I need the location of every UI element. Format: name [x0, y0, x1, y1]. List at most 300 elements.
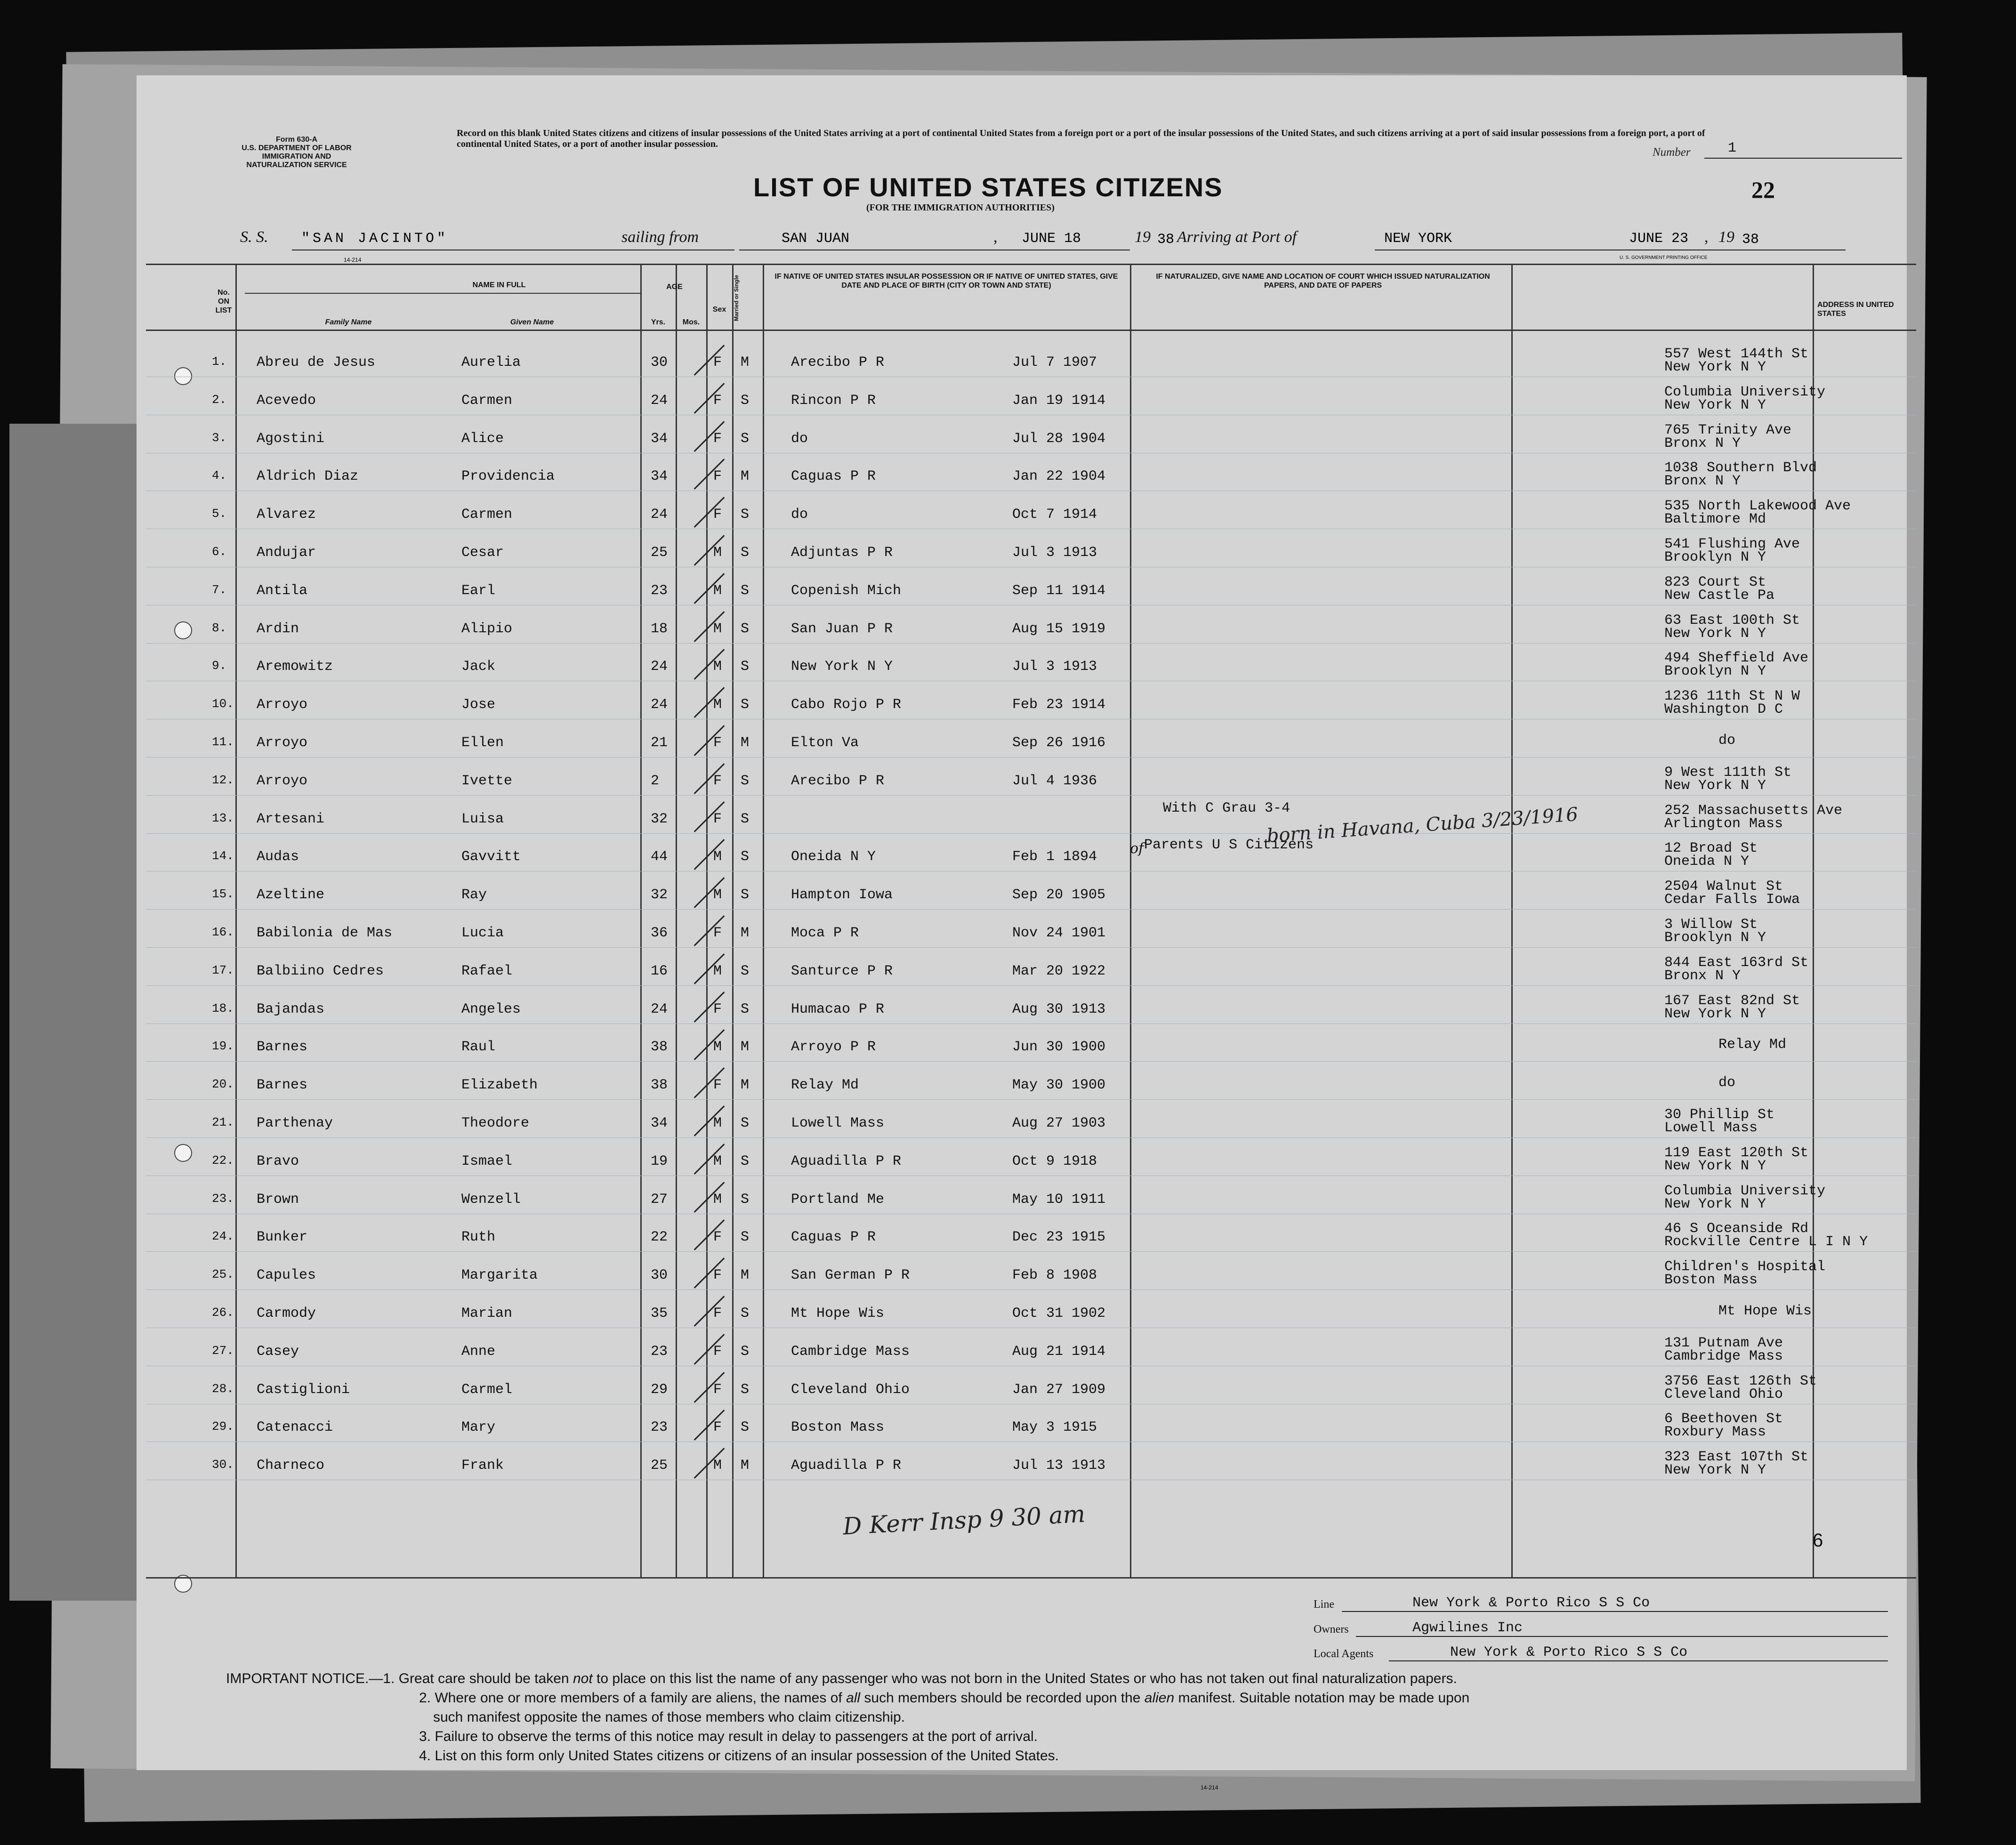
form-code: 14-214	[1201, 1784, 1218, 1791]
age-years: 18	[651, 620, 668, 637]
birth-place: Rincon P R	[791, 392, 876, 409]
family-name: Charneco	[257, 1458, 325, 1474]
family-name: Carmody	[257, 1305, 316, 1321]
address-line-1: 323 East 107th St	[1664, 1449, 1809, 1466]
given-name: Earl	[461, 582, 496, 599]
row-rule	[146, 833, 1916, 834]
birth-date: Feb 23 1914	[1012, 697, 1106, 713]
row-number: 16.	[212, 925, 234, 939]
age-years: 29	[651, 1381, 668, 1398]
birth-date: May 10 1911	[1012, 1191, 1106, 1208]
given-name: Alice	[461, 430, 504, 447]
address-line-1: 3756 East 126th St	[1664, 1373, 1817, 1389]
naturalization-note: Parents U S Citizens	[1144, 837, 1314, 853]
given-name: Ivette	[461, 773, 513, 789]
address-line-2: Brooklyn N Y	[1664, 549, 1766, 565]
owners-value: Agwilines Inc	[1412, 1620, 1523, 1636]
age-years: 25	[651, 545, 668, 561]
given-name: Gavvitt	[461, 849, 521, 865]
row-number: 18.	[212, 1001, 234, 1015]
row-number: 29.	[212, 1419, 234, 1434]
birth-date: May 3 1915	[1012, 1419, 1097, 1436]
sex: M	[713, 1115, 722, 1131]
birth-date: Dec 23 1915	[1012, 1229, 1106, 1246]
address-line-2: Oneida N Y	[1664, 854, 1750, 870]
marital-status: S	[741, 620, 750, 637]
row-number: 15.	[212, 887, 234, 902]
sailing-label: sailing from	[621, 228, 699, 246]
address-line-1: 252 Massachusetts Ave	[1664, 802, 1843, 819]
age-years: 24	[651, 392, 668, 409]
address-line-2: New Castle Pa	[1664, 587, 1775, 604]
sex: M	[713, 620, 722, 637]
birth-date: Oct 31 1902	[1012, 1305, 1106, 1321]
address-line-2: Rockville Centre L I N Y	[1664, 1234, 1868, 1250]
address-line-2: New York N Y	[1664, 397, 1766, 413]
header-birth: IF NATIVE OF UNITED STATES INSULAR POSSESSION OR IF NATIVE OF UNITED STATES, GIVE DATE AND PLACE OF BIRTH (CITY OR TOWN AND STATE)	[774, 273, 1118, 290]
departure-date: JUNE 18	[1022, 231, 1081, 247]
header-no-on-list: No. ON LIST	[215, 289, 232, 314]
handwritten-birth-note: born in Havana, Cuba 3/23/1916	[1266, 803, 1579, 847]
header-family-name: Family Name	[325, 318, 372, 326]
given-name: Ellen	[461, 735, 504, 751]
address-line-1: 535 North Lakewood Ave	[1664, 498, 1851, 515]
address-line-2: Bronx N Y	[1664, 967, 1741, 984]
sex: M	[713, 545, 722, 561]
birth-date: Jan 22 1904	[1012, 468, 1106, 485]
departure-port: SAN JUAN	[782, 231, 850, 247]
row-number: 22.	[212, 1153, 234, 1168]
row-number: 4.	[212, 468, 227, 483]
birth-place: San German P R	[791, 1267, 910, 1284]
age-years: 27	[651, 1191, 668, 1208]
birth-place: Copenish Mich	[791, 582, 902, 599]
address-line-1: 1236 11th St N W	[1664, 688, 1800, 705]
address-line-1: Columbia University	[1664, 384, 1826, 400]
given-name: Marian	[461, 1305, 513, 1321]
sex: F	[713, 507, 722, 523]
birth-date: Jun 30 1900	[1012, 1039, 1106, 1055]
row-number: 26.	[212, 1305, 234, 1320]
year-prefix: 19	[1135, 228, 1151, 246]
row-rule	[146, 643, 1916, 644]
sex: F	[713, 1419, 722, 1436]
sex: M	[713, 1153, 722, 1169]
family-name: Andujar	[257, 545, 316, 561]
given-name: Elizabeth	[461, 1077, 538, 1094]
row-number: 6.	[212, 545, 227, 559]
sex: M	[713, 582, 722, 599]
arriving-label: Arriving at Port of	[1177, 228, 1297, 246]
number-value: 1	[1728, 140, 1737, 156]
age-years: 22	[651, 1229, 668, 1246]
family-name: Casey	[257, 1343, 299, 1360]
family-name: Balbiino Cedres	[257, 963, 384, 979]
given-name: Cesar	[461, 545, 504, 561]
naturalization-note: With C Grau 3-4	[1163, 800, 1290, 816]
marital-status: M	[741, 1039, 750, 1055]
family-name: Babilonia de Mas	[257, 925, 393, 941]
family-name: Antila	[257, 582, 308, 599]
number-label: Number	[1653, 146, 1691, 159]
address-line-2: New York N Y	[1664, 1462, 1766, 1479]
birth-date: Feb 8 1908	[1012, 1267, 1097, 1284]
family-name: Bajandas	[257, 1001, 325, 1017]
row-number: 28.	[212, 1381, 234, 1396]
age-years: 21	[651, 735, 668, 751]
birth-place: Moca P R	[791, 925, 859, 941]
age-years: 16	[651, 963, 668, 979]
row-rule	[146, 795, 1916, 796]
address-line-2: Brooklyn N Y	[1664, 663, 1766, 680]
birth-date: Nov 24 1901	[1012, 925, 1106, 941]
address-line-1: 2504 Walnut St	[1664, 878, 1783, 895]
service-line: IMMIGRATION AND	[262, 153, 331, 161]
punch-hole	[174, 621, 192, 639]
age-years: 23	[651, 1419, 668, 1436]
row-number: 3.	[212, 430, 227, 445]
age-years: 32	[651, 887, 668, 903]
birth-date: Aug 15 1919	[1012, 620, 1106, 637]
birth-place: Adjuntas P R	[791, 545, 893, 561]
address-line-2: Roxbury Mass	[1664, 1424, 1766, 1441]
birth-place: San Juan P R	[791, 620, 893, 637]
age-years: 24	[651, 1001, 668, 1017]
given-name: Margarita	[461, 1267, 538, 1284]
row-rule	[146, 1137, 1916, 1138]
sex: F	[713, 1001, 722, 1017]
address-line-1: 46 S Oceanside Rd	[1664, 1221, 1809, 1237]
sex: M	[713, 1458, 722, 1474]
birth-place: Caguas P R	[791, 1229, 876, 1246]
marital-status: S	[741, 1343, 750, 1360]
sex: M	[713, 697, 722, 713]
age-years: 34	[651, 468, 668, 485]
birth-date: Jul 3 1913	[1012, 659, 1097, 675]
address-line-2: Brooklyn N Y	[1664, 930, 1766, 946]
marital-status: M	[741, 468, 750, 485]
owners-label: Owners	[1314, 1623, 1349, 1636]
marital-status: S	[741, 963, 750, 979]
family-name: Ardin	[257, 620, 299, 637]
marital-status: S	[741, 545, 750, 561]
given-name: Jack	[461, 659, 496, 675]
birth-place: New York N Y	[791, 659, 893, 675]
birth-date: Sep 11 1914	[1012, 582, 1106, 599]
marital-status: M	[741, 354, 750, 371]
sex: F	[713, 735, 722, 751]
address-line-1: 3 Willow St	[1664, 917, 1758, 933]
marital-status: S	[741, 811, 750, 827]
birth-place: Aguadilla P R	[791, 1458, 902, 1474]
service-line: NATURALIZATION SERVICE	[246, 161, 347, 169]
header-yrs: Yrs.	[651, 318, 666, 326]
address-line-2: New York N Y	[1664, 1006, 1766, 1022]
table-top-rule	[146, 264, 1916, 265]
age-years: 30	[651, 1267, 668, 1284]
birth-place: Portland Me	[791, 1191, 885, 1208]
family-name: Artesani	[257, 811, 325, 827]
given-name: Theodore	[461, 1115, 530, 1131]
row-number: 30.	[212, 1458, 234, 1472]
age-years: 35	[651, 1305, 668, 1321]
birth-date: Jan 27 1909	[1012, 1381, 1106, 1398]
address-line-2: Lowell Mass	[1664, 1120, 1758, 1136]
birth-place: Cleveland Ohio	[791, 1381, 910, 1398]
address-line-2: New York N Y	[1664, 1158, 1766, 1174]
family-name: Audas	[257, 849, 299, 865]
family-name: Azeltine	[257, 887, 325, 903]
marital-status: M	[741, 1458, 750, 1474]
marital-status: S	[741, 582, 750, 599]
row-rule	[146, 947, 1916, 948]
sex: M	[713, 887, 722, 903]
line-label: Line	[1314, 1598, 1334, 1611]
given-name: Carmel	[461, 1381, 513, 1398]
printing-office: U. S. GOVERNMENT PRINTING OFFICE	[1620, 255, 1708, 260]
address-line-2: Cleveland Ohio	[1664, 1386, 1783, 1402]
address-line-1: 9 West 111th St	[1664, 764, 1792, 781]
header-married-single: Married or Single	[733, 274, 740, 321]
family-name: Abreu de Jesus	[257, 354, 376, 371]
birth-date: Jul 3 1913	[1012, 545, 1097, 561]
sex: F	[713, 1381, 722, 1398]
row-number: 17.	[212, 963, 234, 977]
birth-place: Oneida N Y	[791, 849, 876, 865]
birth-date: Oct 9 1918	[1012, 1153, 1097, 1169]
sex: M	[713, 963, 722, 979]
age-years: 2	[651, 773, 660, 789]
sex: F	[713, 392, 722, 409]
birth-place: Aguadilla P R	[791, 1153, 902, 1169]
birth-date: May 30 1900	[1012, 1077, 1106, 1094]
given-name: Carmen	[461, 507, 513, 523]
header-given-name: Given Name	[510, 318, 554, 326]
birth-place: Lowell Mass	[791, 1115, 885, 1131]
address-line-2: New York N Y	[1664, 359, 1766, 375]
row-rule	[146, 1289, 1916, 1290]
birth-date: Jan 19 1914	[1012, 392, 1106, 409]
family-name: Arroyo	[257, 773, 308, 789]
given-name: Luisa	[461, 811, 504, 827]
address-line-1: 131 Putnam Ave	[1664, 1335, 1783, 1351]
birth-date: Sep 20 1905	[1012, 887, 1106, 903]
address-line-1: 119 East 120th St	[1664, 1144, 1809, 1161]
address-line-1: 30 Phillip St	[1664, 1107, 1775, 1123]
sex: F	[713, 1343, 722, 1360]
address-line-1: 541 Flushing Ave	[1664, 536, 1800, 552]
row-number: 24.	[212, 1229, 234, 1244]
arrival-date: JUNE 23	[1629, 231, 1689, 247]
row-number: 21.	[212, 1115, 234, 1129]
given-name: Wenzell	[461, 1191, 521, 1208]
address-line-2: New York N Y	[1664, 625, 1766, 642]
department: U.S. DEPARTMENT OF LABOR	[242, 144, 352, 152]
notice-label: IMPORTANT NOTICE.—	[226, 1671, 383, 1686]
row-rule	[146, 1099, 1916, 1100]
row-number: 10.	[212, 697, 234, 711]
inspector-signature: D Kerr Insp 9 30 am	[842, 1500, 1086, 1540]
manifest-page: Form 630-A U.S. DEPARTMENT OF LABOR IMMIGRATION AND NATURALIZATION SERVICE 14-214 Record on this blank United States citizens and citizens of insular possessions of the United States arriving at a port of continental United States from a foreign port or a port of the insular possessions of the United States, and such citizens arriving at a port of said insular possessions from a foreign port, a port of continental United States, or a port of another insular possession. Number 1 22 LIST OF UNITED STATES CITIZENS (FOR THE IMMIGRATION AUTHORITIES) S. S. "SAN JACINTO" sailing from SAN JUAN , JUNE 18 19 38 Arriving at Port of NEW YORK JUNE 23 , 19 38 U. S. GOVERNMENT PRINTING OFFICE No. ON LIST NAME IN FULL Family Name Given Name AGE Yrs. Mos. Sex Married or Single IF NATIVE OF UNITED STATES INSULAR POSSESSION OR IF NATIVE OF UNITED STATES, GIVE DATE AND PLACE OF BIRTH (CITY OR TOWN AND STATE) IF NATURALIZED, GIVE NAME AND LOCATION OF COURT WHICH ISSUED NATURALIZATION PAPERS, AND DATE OF PAPERS ADDRESS IN UNITED STATES 1. Abreu de Jesus Aurelia 30 F M Arecibo P R Jul 7 1907 557 West 144th St New York N Y 2. Acevedo Carmen 24 F S Rincon P R Jan 19 1914 Columbia University New York N Y 3. Agostini Alice 34 F S do Jul 28 1904 765 Trinity Ave Bronx N Y 4. Aldrich Diaz Providencia 34 F M Caguas P R Jan 22 1904 1038 Southern Blvd Bronx N Y 5. Alvarez Carmen 24 F S do Oct 7 1914 535 North Lakewood Ave Baltimore Md 6. Andujar Cesar 25 M S Adjuntas P R Jul 3 1913 541 Flushing Ave Brooklyn N Y 7. Antila Earl 23 M S Copenish Mich Sep 11 1914 823 Court St New Castle Pa 8. Ardin Alipio 18 M S San Juan P R Aug 15 1919 63 East 100th St New York N Y 9. Aremowitz Jack 24 M S New York N Y Jul 3 1913 494 Sheffield Ave Brooklyn N Y 10. Arroyo Jose 24 M S Cabo Rojo P R Feb 23 1914 1236 11th St N W Washington D C 11. Arroyo Ellen 21 F M Elton Va Sep 26 1916 do 12. Arroyo Ivette 2 F S Arecibo P R Jul 4 1936 9 West 111th St New York N Y 13. Artesani Luisa 32 F S 252 Massachusetts Ave Arlington Mass 14. Audas Gavvitt 44 M S Oneida N Y Feb 1 1894 12 Broad St Oneida N Y 15. Azeltine Ray 32 M S Hampton Iowa Sep 20 1905 2504 Walnut St Cedar Falls Iowa 16. Babilonia de Mas Lucia 36 F M Moca P R Nov 24 1901 3 Willow St Brooklyn N Y 17. Balbiino Cedres Rafael 16 M S Santurce P R Mar 20 1922 844 East 163rd St Bronx N Y 18. Bajandas Angeles 24 F S Humacao P R Aug 30 1913 167 East 82nd St New York N Y 19. Barnes Raul 38 M M Arroyo P R Jun 30 1900 Relay Md 20. Barnes Elizabeth 38 F M Relay Md May 30 1900 do 21. Parthenay Theodore 34 M S Lowell Mass Aug 27 1903 30 Phillip St Lowell Mass 22. Bravo Ismael 19 M S Aguadilla P R Oct 9 1918 119 East 120th St New York N Y 23. Brown Wenzell 27 M S Portland Me May 10 1911 Columbia University New York N Y 24. Bunker Ruth 22 F S Caguas P R Dec 23 1915 46 S Oceanside Rd Rockville Centre L I N Y 25. Capules Margarita 30 F M San German P R Feb 8 1908 Children's Hospital Boston Mass 26. Carmody Marian 35 F S Mt Hope Wis Oct 31 1902 Mt Hope Wis 27. Casey Anne 23 F S Cambridge Mass Aug 21 1914 131 Putnam Ave Cambridge Mass 28. Castiglioni Carmel 29 F S Cleveland Ohio Jan 27 1909 3756 East 126th St Cleveland Ohio 29. Catenacci Mary 23 F S Boston Mass May 3 1915 6 Beethoven St Roxbury Mass 30. Charneco Frank 25 M M Aguadilla P R Jul 13 1913 323 East 107th St New York N Y With C Grau 3-4 of Parents U S Citizens born in Havana, Cuba 3/23/1916 D Kerr Insp 9 30 am 6 Line New York & Porto Rico S S Co Owners Agwilines Inc Local Agents New York & Porto Rico S S Co IMPORTANT NOTICE.—1. Great care should be taken not to place on this list the name of any passenger who was not born in the United States or who has not taken out final naturalization papers. 2. Where one or more members of a family are aliens, the names of all such members should be recorded upon the alien manifest. Suitable notation may be made upon such manifest opposite the names of those members who claim citizenship. 3. Failure to observe the terms of this notice may result in delay to passengers at the port of arrival. 4. List on this form only United States citizens or citizens of an insular possession of the United States. 14-214	[137, 75, 1907, 1770]
sex: F	[713, 354, 722, 371]
family-name: Aldrich Diaz	[257, 468, 359, 485]
given-name: Alipio	[461, 620, 513, 637]
sex: M	[713, 849, 722, 865]
number-blank	[1704, 158, 1902, 159]
address-line-1: 63 East 100th St	[1664, 612, 1800, 628]
marital-status: M	[741, 925, 750, 941]
line-value: New York & Porto Rico S S Co	[1412, 1595, 1650, 1611]
given-name: Providencia	[461, 468, 555, 485]
row-rule	[146, 1251, 1916, 1252]
address-line-1: 844 East 163rd St	[1664, 954, 1809, 971]
given-name: Rafael	[461, 963, 513, 979]
naturalization-note-prefix: of	[1130, 840, 1144, 857]
age-years: 23	[651, 582, 668, 599]
marital-status: S	[741, 1001, 750, 1017]
family-name: Aremowitz	[257, 659, 333, 675]
family-name: Parthenay	[257, 1115, 333, 1131]
given-name: Lucia	[461, 925, 504, 941]
family-name: Barnes	[257, 1039, 308, 1055]
marital-status: M	[741, 1077, 750, 1094]
age-years: 34	[651, 430, 668, 447]
sex: M	[713, 1191, 722, 1208]
address-line-1: Mt Hope Wis	[1718, 1303, 1812, 1319]
birth-place: Cambridge Mass	[791, 1343, 910, 1360]
given-name: Carmen	[461, 392, 513, 409]
address-line-1: 1038 Southern Blvd	[1664, 460, 1817, 476]
sex: F	[713, 468, 722, 485]
sex: F	[713, 773, 722, 789]
address-line-2: Boston Mass	[1664, 1272, 1758, 1289]
agents-label: Local Agents	[1314, 1648, 1374, 1660]
birth-place: do	[791, 430, 808, 447]
row-rule	[146, 1023, 1916, 1024]
sex: F	[713, 1229, 722, 1246]
birth-date: Aug 21 1914	[1012, 1343, 1106, 1360]
page-title: LIST OF UNITED STATES CITIZENS	[753, 172, 1223, 202]
row-number: 14.	[212, 849, 234, 863]
address-line-1: Relay Md	[1718, 1037, 1787, 1053]
row-number: 11.	[212, 735, 234, 749]
family-name: Alvarez	[257, 507, 316, 523]
torn-edge	[9, 424, 151, 1601]
arrival-port: NEW YORK	[1384, 231, 1452, 247]
age-years: 24	[651, 697, 668, 713]
row-number: 7.	[212, 582, 227, 597]
address-line-2: Cambridge Mass	[1664, 1348, 1783, 1364]
age-years: 25	[651, 1458, 668, 1474]
marital-status: S	[741, 1229, 750, 1246]
table-bottom-rule	[146, 1577, 1916, 1579]
row-rule	[146, 1061, 1916, 1062]
birth-place: Arroyo P R	[791, 1039, 876, 1055]
birth-date: Oct 7 1914	[1012, 507, 1097, 523]
age-years: 30	[651, 354, 668, 371]
marital-status: S	[741, 507, 750, 523]
age-years: 24	[651, 659, 668, 675]
punch-hole	[174, 367, 192, 385]
important-notice: IMPORTANT NOTICE.—1. Great care should be taken not to place on this list the name of any passenger who was not born in the United States or who has not taken out final naturalization papers. 2. Where one or more members of a family are aliens, the names of all such members should be recorded upon the alien manifest. Suitable notation may be made upon such manifest opposite the names of those members who claim citizenship. 3. Failure to observe the terms of this notice may result in delay to passengers at the port of arrival. 4. List on this form only United States citizens or citizens of an insular possession of the United States.	[226, 1671, 1470, 1764]
birth-place: Relay Md	[791, 1077, 859, 1094]
year-prefix: 19	[1718, 228, 1734, 246]
age-years: 36	[651, 925, 668, 941]
address-line-1: 6 Beethoven St	[1664, 1411, 1783, 1427]
family-name: Bravo	[257, 1153, 299, 1169]
family-name: Acevedo	[257, 392, 316, 409]
row-number: 9.	[212, 659, 227, 673]
arrival-year: 38	[1742, 232, 1759, 248]
agents-value: New York & Porto Rico S S Co	[1450, 1644, 1688, 1660]
given-name: Anne	[461, 1343, 496, 1360]
birth-place: Hampton Iowa	[791, 887, 893, 903]
row-number: 1.	[212, 354, 227, 369]
row-rule	[146, 985, 1916, 986]
header-sex: Sex	[712, 306, 726, 314]
sex: F	[713, 811, 722, 827]
marital-status: S	[741, 1305, 750, 1321]
form-number: Form 630-A	[275, 136, 318, 144]
age-years: 38	[651, 1077, 668, 1094]
header-mos: Mos.	[682, 318, 700, 326]
sex: F	[713, 1077, 722, 1094]
row-number: 12.	[212, 773, 234, 787]
address-line-1: Columbia University	[1664, 1183, 1826, 1199]
sex: F	[713, 430, 722, 447]
family-name: Brown	[257, 1191, 299, 1208]
given-name: Ismael	[461, 1153, 513, 1169]
address-line-1: 494 Sheffield Ave	[1664, 650, 1809, 667]
birth-place: Humacao P R	[791, 1001, 885, 1017]
marital-status: S	[741, 1381, 750, 1398]
birth-place: Arecibo P R	[791, 773, 885, 789]
age-years: 38	[651, 1039, 668, 1055]
family-name: Catenacci	[257, 1419, 333, 1436]
family-name: Castiglioni	[257, 1381, 350, 1398]
row-number: 23.	[212, 1191, 234, 1206]
address-line-2: Arlington Mass	[1664, 815, 1783, 832]
sex: M	[713, 1039, 722, 1055]
address-line-1: 765 Trinity Ave	[1664, 422, 1792, 438]
marital-status: S	[741, 1115, 750, 1131]
family-name: Capules	[257, 1267, 316, 1284]
birth-place: Cabo Rojo P R	[791, 697, 902, 713]
sex: F	[713, 1267, 722, 1284]
family-name: Arroyo	[257, 697, 308, 713]
family-name: Bunker	[257, 1229, 308, 1246]
given-name: Ruth	[461, 1229, 496, 1246]
family-name: Agostini	[257, 430, 325, 447]
address-line-1: 823 Court St	[1664, 574, 1766, 590]
age-years: 32	[651, 811, 668, 827]
address-line-1: 557 West 144th St	[1664, 346, 1809, 362]
age-years: 23	[651, 1343, 668, 1360]
family-name: Barnes	[257, 1077, 308, 1094]
marital-status: S	[741, 392, 750, 409]
header-naturalized: IF NATURALIZED, GIVE NAME AND LOCATION OF COURT WHICH ISSUED NATURALIZATION PAPERS, AND DATE OF PAPERS	[1156, 273, 1490, 290]
page-number: 22	[1751, 177, 1775, 203]
birth-date: Jul 7 1907	[1012, 354, 1097, 371]
row-number: 13.	[212, 811, 234, 825]
instructions: Record on this blank United States citizens and citizens of insular possessions of the United States arriving at a port of continental United States from a foreign port or a port of the insular possessions of the United States, and such citizens arriving at a port of said insular possessions from a foreign port, a port of continental United States, or a port of another insular possession.	[457, 128, 1705, 149]
marital-status: S	[741, 659, 750, 675]
birth-place: Santurce P R	[791, 963, 893, 979]
marital-status: S	[741, 849, 750, 865]
address-line-2: New York N Y	[1664, 1196, 1766, 1212]
address-line-1: 12 Broad St	[1664, 840, 1758, 857]
header-address: ADDRESS IN UNITED STATES	[1817, 301, 1894, 318]
